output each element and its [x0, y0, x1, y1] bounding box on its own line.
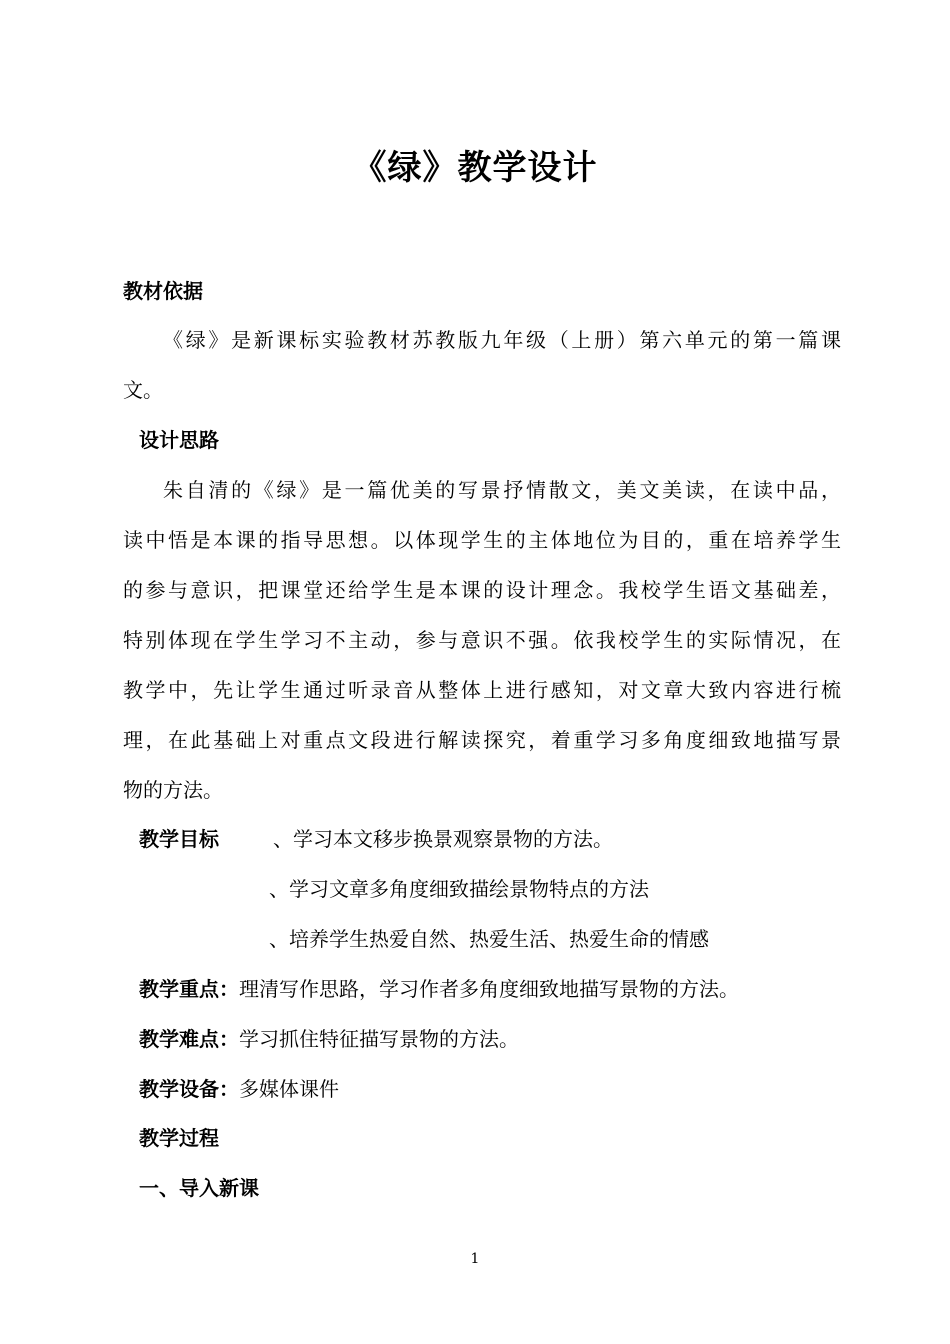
difficulty-text: 学习抓住特征描写景物的方法。 [239, 1027, 519, 1051]
goal-item-1: 、学习本文移步换景观察景物的方法。 [273, 827, 613, 851]
equipment-line [139, 1075, 841, 1103]
design-line-3: 的参与意识，把课堂还给学生是本课的设计理念。我校学生语文基础差， [123, 578, 841, 602]
design-line-5: 教学中，先让学生通过听录音从整体上进行感知，对文章大致内容进行梳 [123, 678, 841, 702]
equipment-text: 多媒体课件 [239, 1077, 339, 1101]
page-number: 1 [470, 1251, 480, 1267]
key-point-label: 教学重点： [139, 977, 239, 1001]
heading-process: 教学过程 [139, 1126, 219, 1150]
document-title: 《绿》教学设计 [352, 148, 598, 188]
design-line-2: 读中悟是本课的指导思想。以体现学生的主体地位为目的，重在培养学生 [123, 528, 841, 552]
heading-goals: 教学目标 [139, 827, 219, 851]
heading-step-1: 一、导入新课 [139, 1176, 259, 1200]
design-line-4: 特别体现在学生学习不主动，参与意识不强。依我校学生的实际情况，在 [123, 628, 841, 652]
basis-line-1: 《绿》是新课标实验教材苏教版九年级（上册）第六单元的第一篇课 [163, 328, 841, 352]
key-point-text: 理清写作思路，学习作者多角度细致地描写景物的方法。 [239, 977, 739, 1001]
design-line-7: 物的方法。 [123, 778, 223, 802]
design-line-1: 朱自清的《绿》是一篇优美的写景抒情散文，美文美读，在读中品， [163, 478, 841, 502]
goal-item-2: 、学习文章多角度细致描绘景物特点的方法 [269, 877, 649, 901]
difficulty-line [139, 1025, 841, 1053]
heading-design: 设计思路 [139, 428, 219, 452]
basis-line-2: 文。 [123, 378, 163, 402]
difficulty-label: 教学难点： [139, 1027, 239, 1051]
equipment-label: 教学设备： [139, 1077, 239, 1101]
heading-basis: 教材依据 [123, 279, 203, 303]
key-point-line [139, 975, 841, 1003]
goal-item-3: 、培养学生热爱自然、热爱生活、热爱生命的情感 [269, 927, 709, 951]
byline [370, 230, 610, 252]
design-line-6: 理，在此基础上对重点文段进行解读探究，着重学习多角度细致地描写景 [123, 728, 841, 752]
